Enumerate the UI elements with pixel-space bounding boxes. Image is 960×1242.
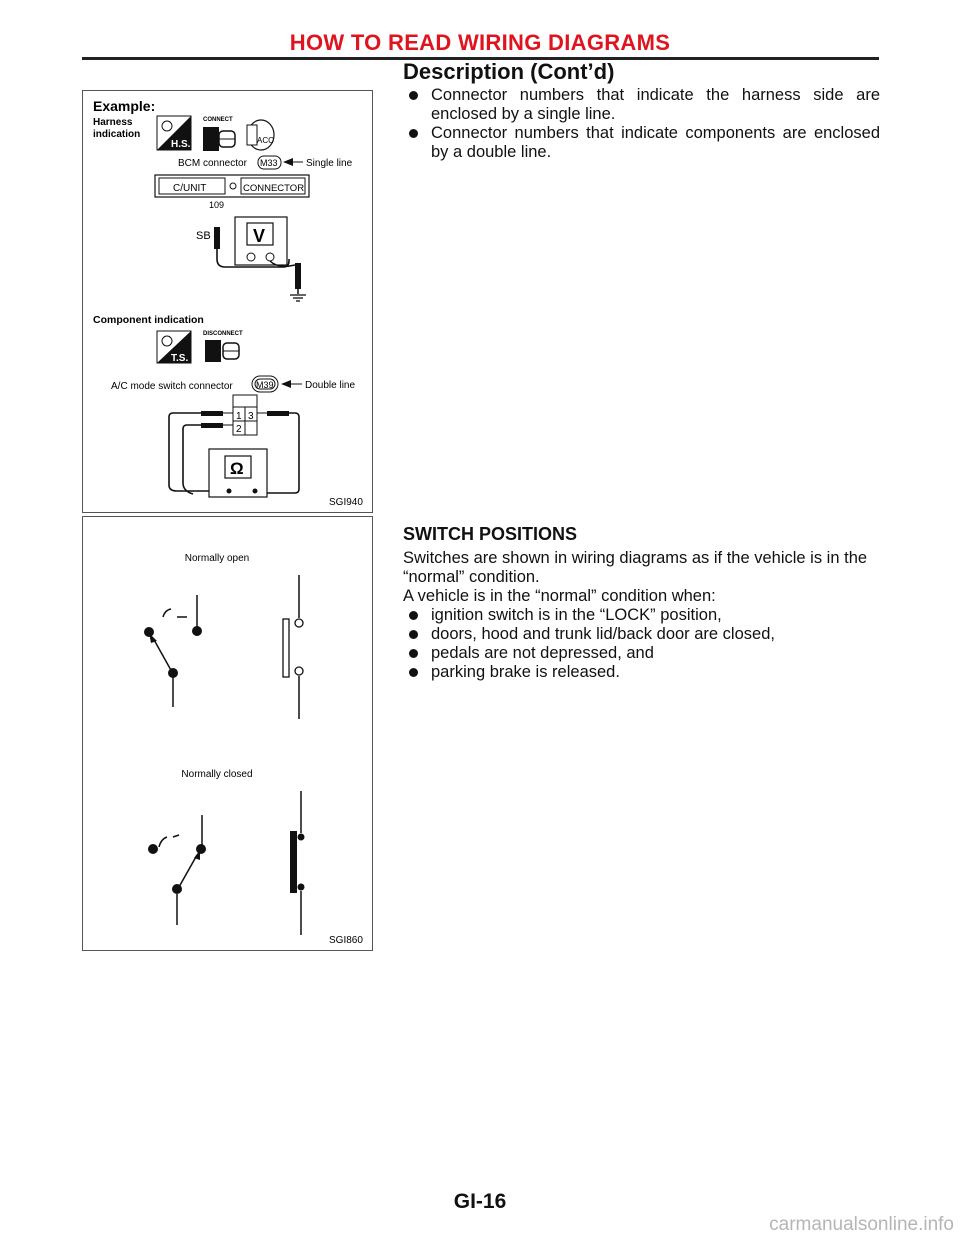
section-title: Description (Cont’d) xyxy=(403,59,615,84)
connector-plug-icon xyxy=(203,127,235,151)
acc-label: ACC xyxy=(257,136,274,145)
connector-word-label: CONNECTOR xyxy=(243,183,305,194)
example-label: Example: xyxy=(93,98,156,114)
wire-color-label: SB xyxy=(196,230,211,242)
bullet-icon xyxy=(409,611,418,620)
figure-switch-positions xyxy=(82,516,373,951)
pin-2: 2 xyxy=(236,424,242,435)
connect-label: CONNECT xyxy=(203,117,233,123)
bullet-icon xyxy=(409,129,418,138)
voltmeter-icon xyxy=(235,217,287,265)
ts-badge-label: T.S. xyxy=(171,353,189,364)
ac-connector-label: A/C mode switch connector xyxy=(111,381,233,392)
list-item: ignition switch is in the “LOCK” position, xyxy=(409,606,880,625)
harness-indication-line1: Harness xyxy=(93,117,133,128)
bullet-icon xyxy=(409,649,418,658)
ignition-key-icon xyxy=(247,120,274,150)
normally-open-label: Normally open xyxy=(184,553,250,564)
disconnect-plug-icon xyxy=(205,340,239,362)
single-line-label: Single line xyxy=(306,158,353,169)
bullet-icon xyxy=(409,91,418,100)
list-item: doors, hood and trunk lid/back door are closed, xyxy=(409,625,880,644)
component-indication-label: Component indication xyxy=(93,314,204,326)
arrow-icon xyxy=(283,158,293,166)
list-item: Connector numbers that indicate components are enclosed by a double line. xyxy=(409,124,880,162)
list-item: pedals are not depressed, and xyxy=(409,644,880,663)
list-item: parking brake is released. xyxy=(409,663,880,682)
hs-badge-icon xyxy=(157,116,191,150)
figure2-code: SGI860 xyxy=(329,935,363,946)
list-item: Connector numbers that indicate the harness side are enclosed by a single line. xyxy=(409,86,880,124)
harness-indication-line2: indication xyxy=(93,129,141,140)
normally-closed-label: Normally closed xyxy=(181,769,253,780)
terminal-number: 109 xyxy=(209,200,225,210)
disconnect-label: DISCONNECT xyxy=(203,331,243,337)
ac-code: M39 xyxy=(256,380,274,390)
ohmmeter-symbol: Ω xyxy=(230,459,244,478)
figure-connector-example xyxy=(82,90,373,513)
hs-badge-label: H.S. xyxy=(171,139,191,150)
switch-positions-intro: Switches are shown in wiring diagrams as if the vehicle is in the “normal” condition. xyxy=(403,549,868,586)
switch-positions-diagram xyxy=(83,517,372,950)
bcm-code: M33 xyxy=(260,158,278,168)
voltmeter-symbol: V xyxy=(253,226,266,246)
ts-badge-icon xyxy=(157,331,191,364)
figure1-code: SGI940 xyxy=(329,497,363,508)
watermark: carmanualsonline.info xyxy=(769,1214,954,1235)
double-line-label: Double line xyxy=(305,380,356,391)
normal-condition-list xyxy=(409,606,880,682)
bullet-icon xyxy=(409,668,418,677)
page-header-title: HOW TO READ WIRING DIAGRAMS xyxy=(289,30,671,55)
bcm-connector-label: BCM connector xyxy=(178,158,247,169)
ohmmeter-icon xyxy=(209,449,267,497)
switch-positions-title: SWITCH POSITIONS xyxy=(403,524,578,544)
ground-icon xyxy=(290,295,306,301)
switch-positions-condition: A vehicle is in the “normal” condition when: xyxy=(403,587,716,605)
pin-1: 1 xyxy=(236,411,242,422)
page-number: GI-16 xyxy=(453,1190,507,1213)
pin-3: 3 xyxy=(248,411,254,422)
connector-example-diagram xyxy=(83,91,372,512)
cunit-label: C/UNIT xyxy=(173,183,207,194)
arrow-icon xyxy=(281,380,291,388)
connector-notes-list xyxy=(409,86,880,162)
bullet-icon xyxy=(409,630,418,639)
